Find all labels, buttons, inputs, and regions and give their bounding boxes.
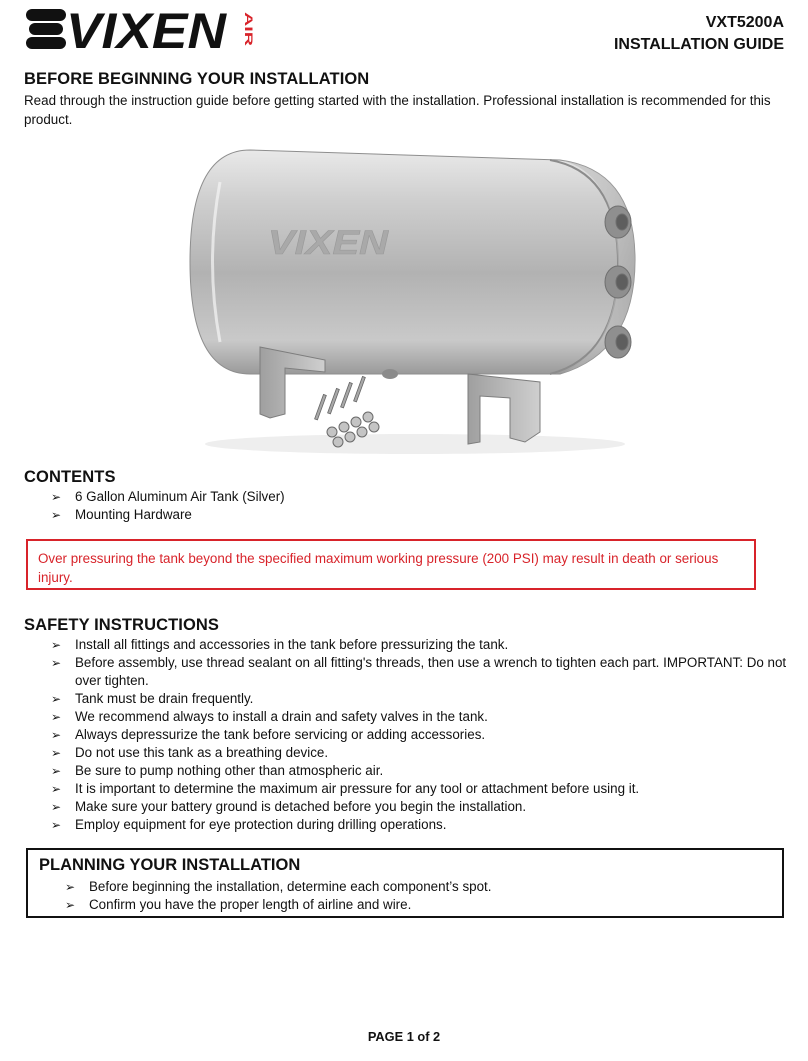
list-item: ➢ Tank must be drain frequently. [51,691,254,706]
arrow-bullet-icon: ➢ [51,638,62,652]
arrow-bullet-icon: ➢ [51,490,62,504]
contents-heading: CONTENTS [24,468,116,486]
warning-text: Over pressuring the tank beyond the specified maximum working pressure (200 PSI) may result in death or serious injury. [38,551,719,585]
arrow-bullet-icon: ➢ [51,764,62,778]
list-item: ➢ Before assembly, use thread sealant on all fitting's threads, then use a wrench to tighten each part. IMPORTANT: Do not over tighten. [51,655,787,688]
air-tank-product-image [180,142,650,460]
list-item: ➢ Install all fittings and accessories in the tank before pressurizing the tank. [51,637,509,652]
arrow-bullet-icon: ➢ [51,728,62,742]
before-heading: BEFORE BEGINNING YOUR INSTALLATION [24,70,370,88]
tank-port-fittings [605,206,631,358]
logo-wordmark: VIXEN [66,3,227,59]
tank-brand-mark: VIXEN [268,224,390,262]
list-item: ➢ It is important to determine the maximum air pressure for any tool or attachment before using it. [51,781,640,796]
logo-air-text: AIR [242,12,254,31]
model-number: VXT5200A [705,14,784,31]
document-header [614,12,784,56]
list-item: ➢ Before beginning the installation, determine each component’s spot. [65,879,492,894]
arrow-bullet-icon: ➢ [51,692,62,706]
planning-heading: PLANNING YOUR INSTALLATION [39,856,301,874]
arrow-bullet-icon: ➢ [51,746,62,760]
arrow-bullet-icon: ➢ [51,818,62,832]
list-item: ➢ We recommend always to install a drain and safety valves in the tank. [51,709,488,724]
arrow-bullet-icon: ➢ [51,508,62,522]
arrow-bullet-icon: ➢ [51,656,62,670]
planning-box [26,848,784,918]
vixen-air-logo [26,3,254,59]
arrow-bullet-icon: ➢ [51,710,62,724]
pressure-warning-box [26,539,756,590]
arrow-bullet-icon: ➢ [65,898,76,912]
safety-heading: SAFETY INSTRUCTIONS [24,616,220,634]
page-number: PAGE 1 of 2 [367,1029,441,1044]
arrow-bullet-icon: ➢ [51,800,62,814]
list-item: ➢ Confirm you have the proper length of airline and wire. [65,897,412,912]
list-item: ➢ Mounting Hardware [51,507,192,522]
list-item: ➢ Make sure your battery ground is detached before you begin the installation. [51,799,527,814]
list-item: ➢ Always depressurize the tank before servicing or adding accessories. [51,727,486,742]
arrow-bullet-icon: ➢ [51,782,62,796]
list-item: ➢ 6 Gallon Aluminum Air Tank (Silver) [51,489,285,504]
planning-list [38,878,778,914]
logo-air-spring-icon [26,9,66,49]
arrow-bullet-icon: ➢ [65,880,76,894]
list-item: ➢ Do not use this tank as a breathing device. [51,745,329,760]
safety-list [24,636,796,834]
document-title: INSTALLATION GUIDE [613,36,784,53]
list-item: ➢ Employ equipment for eye protection during drilling operations. [51,817,447,832]
list-item: ➢ Be sure to pump nothing other than atmospheric air. [51,763,384,778]
contents-list [24,488,794,524]
intro-paragraph: Read through the instruction guide before getting started with the installation. Professional installation is recommended for this product. [24,93,771,127]
